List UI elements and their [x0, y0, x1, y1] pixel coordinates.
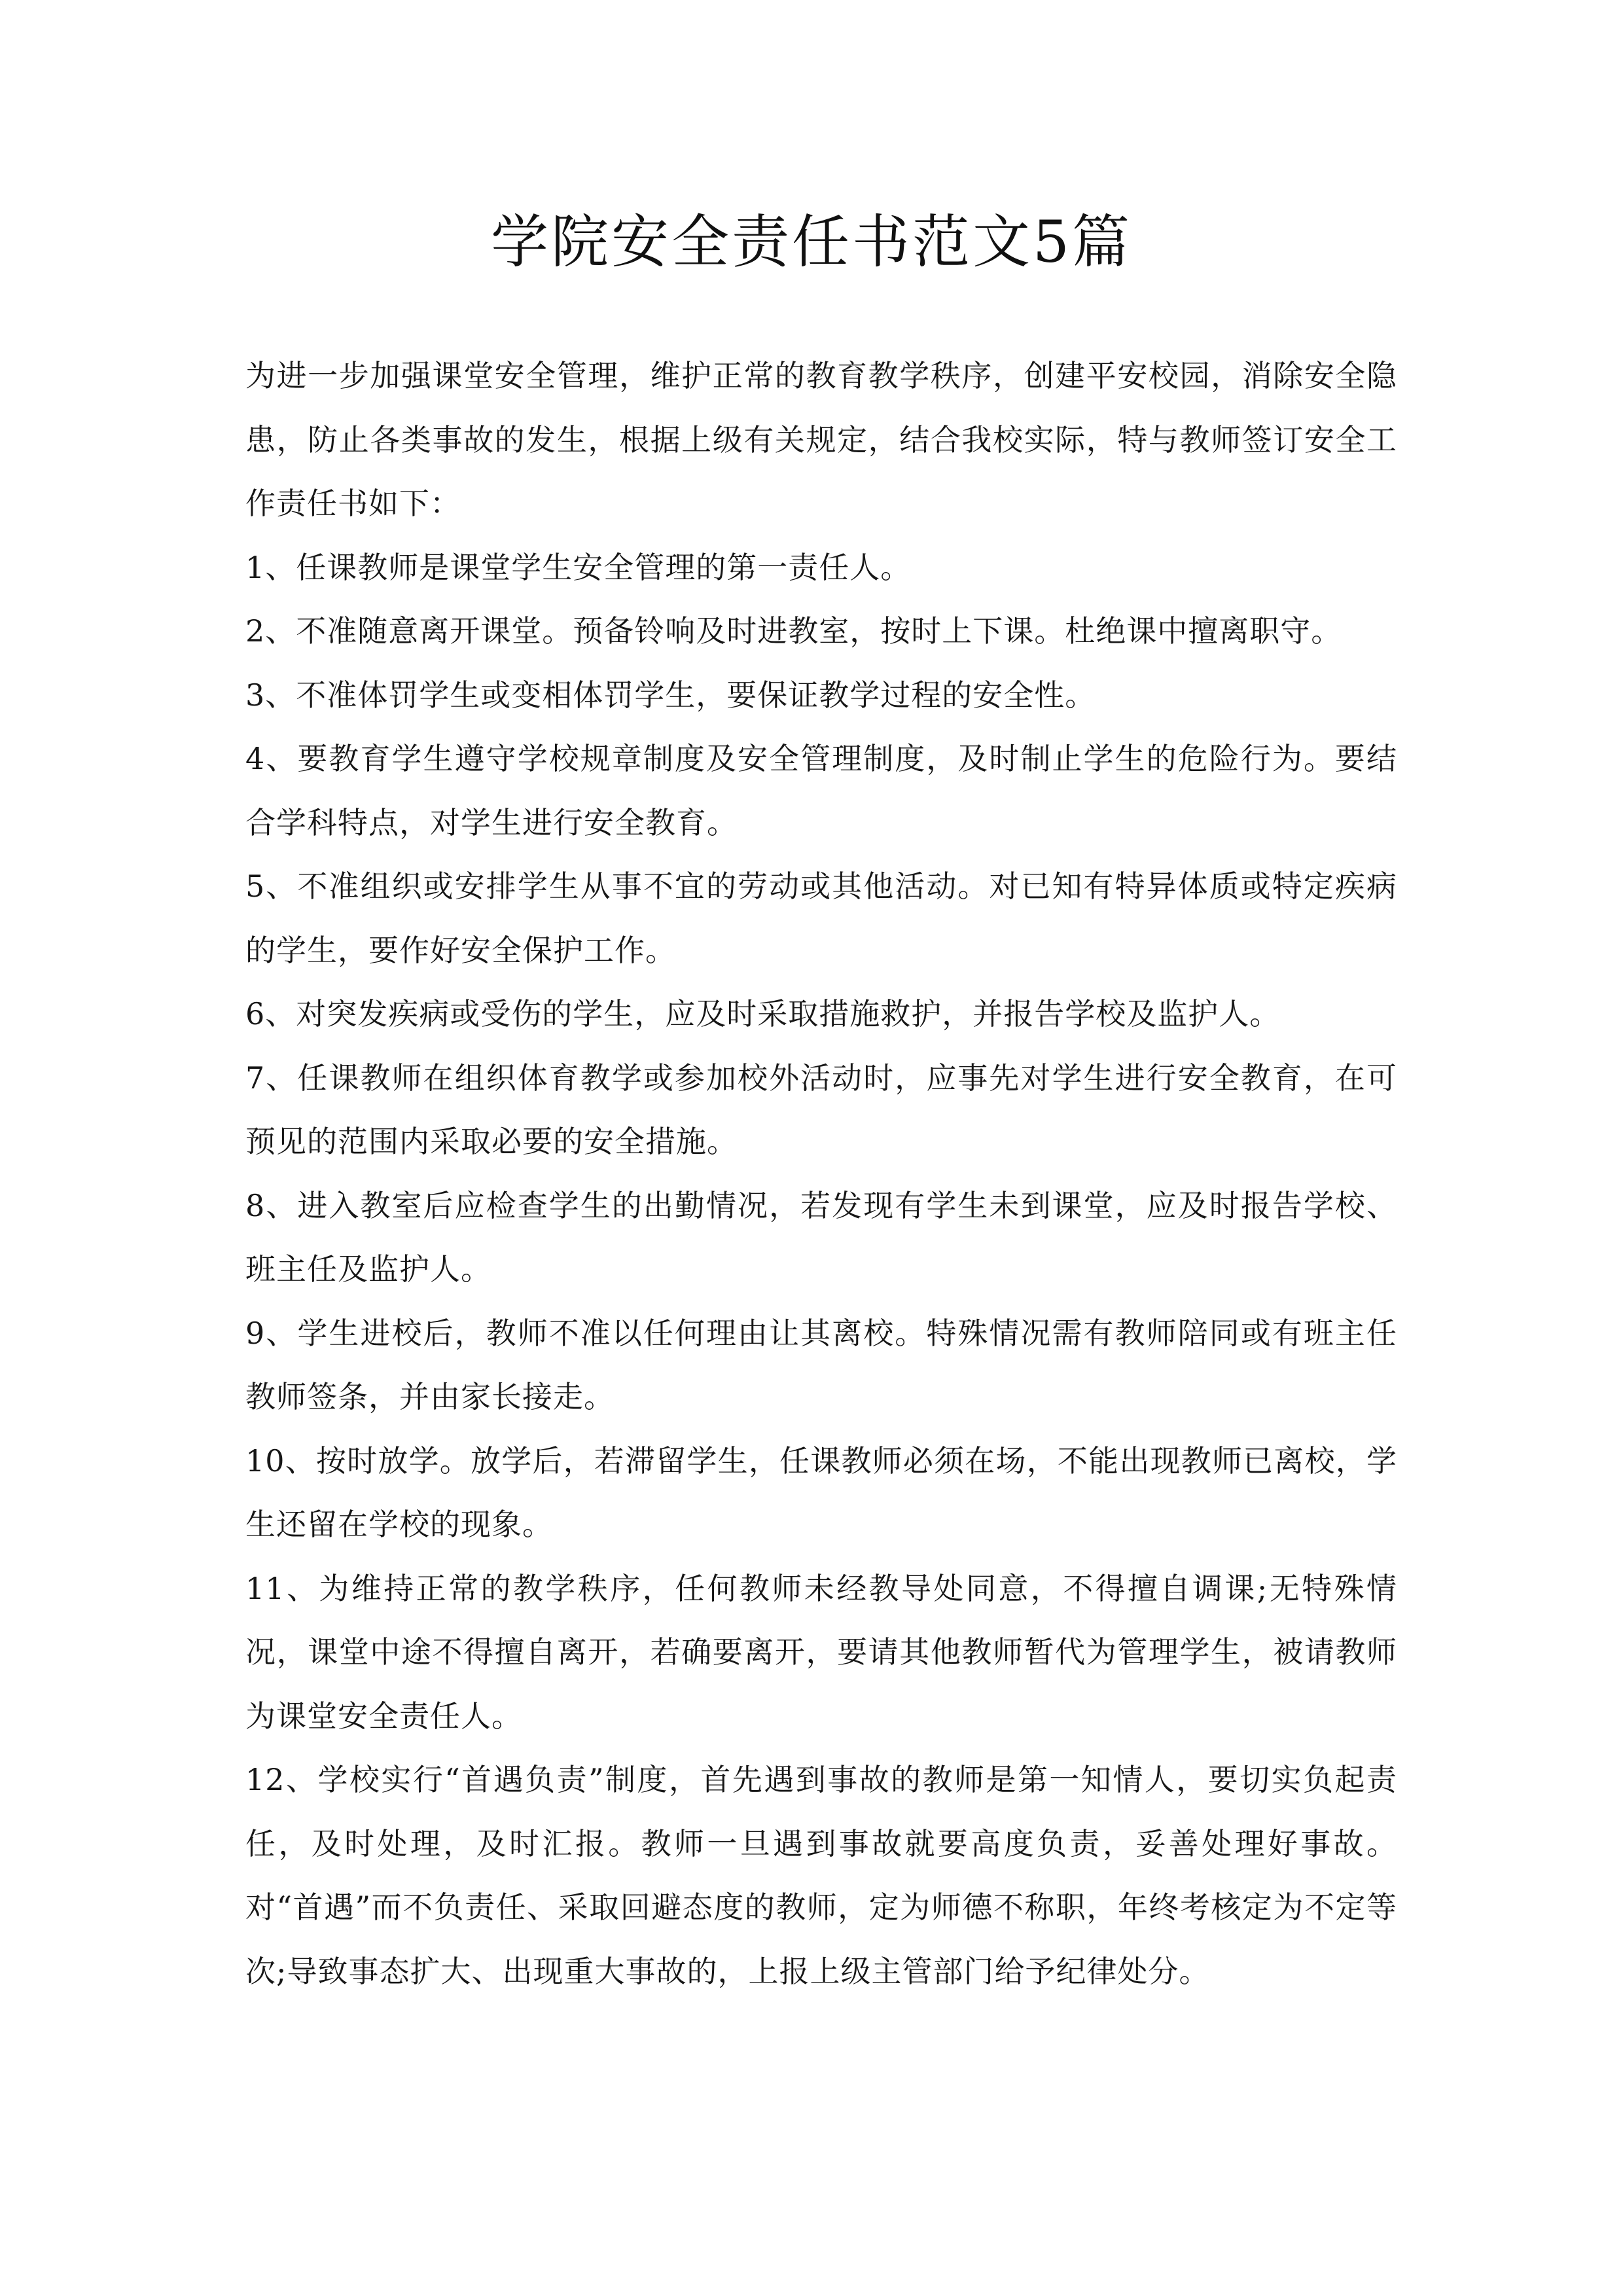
- paragraph-item-5: 5、不准组织或安排学生从事不宜的劳动或其他活动。对已知有特异体质或特定疾病的学生，要作好安全保护工作。: [245, 869, 1397, 968]
- document-body: [245, 344, 1397, 2003]
- paragraph-item-12: 12、学校实行“首遇负责”制度，首先遇到事故的教师是第一知情人，要切实负起责任，及时处理，及时汇报。教师一旦遇到事故就要高度负责，妥善处理好事故。对“首遇”而不负责任、采取回避态度的教师，定为师德不称职，年终考核定为不定等次;导致事态扩大、出现重大事故的，上报上级主管部门给予纪律处分。: [245, 1762, 1397, 1989]
- document-title: 学院安全责任书范文5篇: [491, 208, 1132, 276]
- paragraph-intro: 为进一步加强课堂安全管理，维护正常的教育教学秩序，创建平安校园，消除安全隐患，防止各类事故的发生，根据上级有关规定，结合我校实际，特与教师签订安全工作责任书如下：: [245, 358, 1397, 521]
- paragraph-item-7: 7、任课教师在组织体育教学或参加校外活动时，应事先对学生进行安全教育，在可预见的范围内采取必要的安全措施。: [245, 1060, 1397, 1159]
- paragraph-item-6: 6、对突发疾病或受伤的学生，应及时采取措施救护，并报告学校及监护人。: [245, 996, 1281, 1031]
- paragraph-item-8: 8、进入教室后应检查学生的出勤情况，若发现有学生未到课堂，应及时报告学校、班主任及监护人。: [245, 1187, 1397, 1287]
- paragraph-item-4: 4、要教育学生遵守学校规章制度及安全管理制度，及时制止学生的危险行为。要结合学科特点，对学生进行安全教育。: [245, 741, 1397, 840]
- paragraph-item-10: 10、按时放学。放学后，若滞留学生，任课教师必须在场，不能出现教师已离校，学生还留在学校的现象。: [245, 1443, 1397, 1542]
- paragraph-item-11: 11、为维持正常的教学秩序，任何教师未经教导处同意，不得擅自调课;无特殊情况，课堂中途不得擅自离开，若确要离开，要请其他教师暂代为管理学生，被请教师为课堂安全责任人。: [245, 1570, 1397, 1734]
- paragraph-item-9: 9、学生进校后，教师不准以任何理由让其离校。特殊情况需有教师陪同或有班主任教师签条，并由家长接走。: [245, 1315, 1397, 1414]
- paragraph-item-2: 2、不准随意离开课堂。预备铃响及时进教室，按时上下课。杜绝课中擅离职守。: [245, 613, 1342, 649]
- paragraph-item-3: 3、不准体罚学生或变相体罚学生，要保证教学过程的安全性。: [245, 677, 1096, 713]
- paragraph-item-1: 1、任课教师是课堂学生安全管理的第一责任人。: [245, 549, 912, 585]
